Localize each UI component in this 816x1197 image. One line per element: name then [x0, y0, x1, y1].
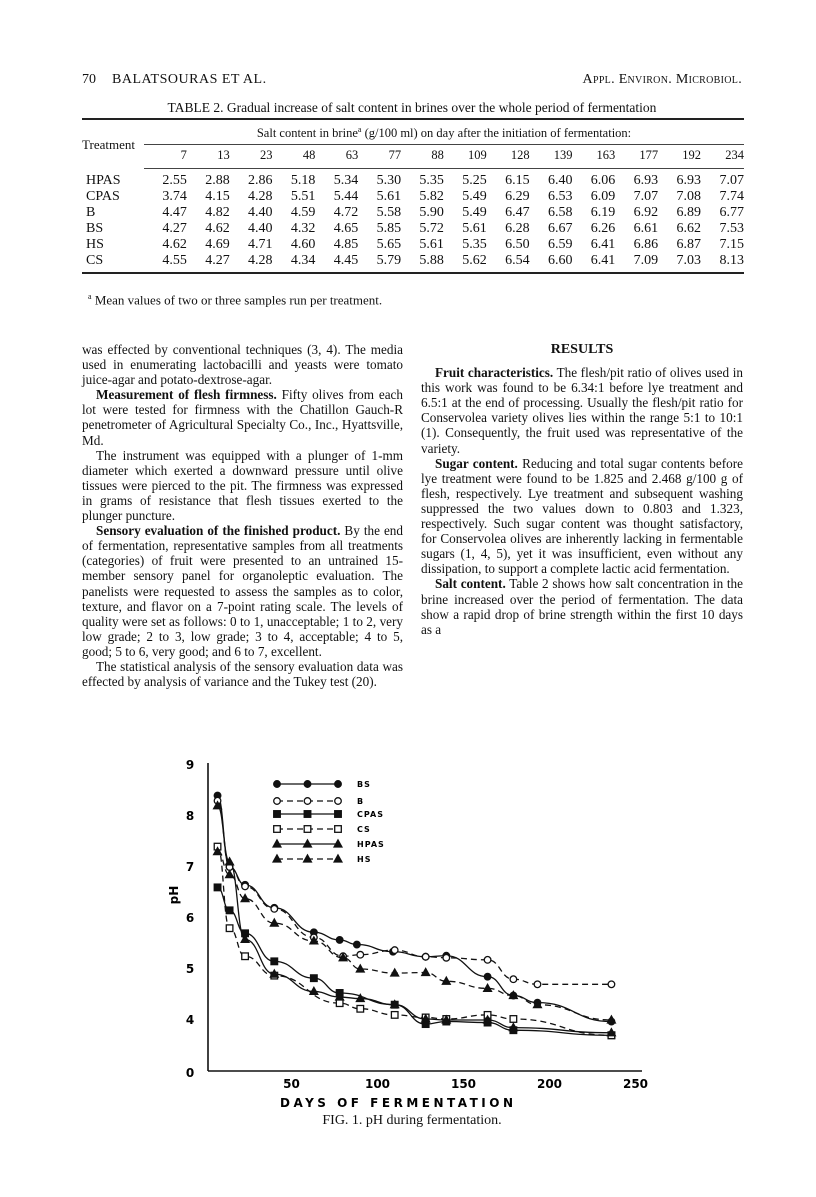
value-cell: 6.61 [633, 221, 659, 237]
value-cell: 6.60 [547, 253, 573, 269]
value-cell: 7.53 [719, 221, 744, 237]
day-header: 163 [572, 145, 615, 169]
day-header: 128 [487, 145, 530, 169]
y-tick-label: 7 [185, 860, 195, 874]
value-cell: 5.61 [419, 237, 444, 253]
figure-ph-chart [160, 755, 660, 1115]
day-header: 177 [615, 145, 658, 169]
value-cell: 3.74 [162, 189, 187, 205]
x-tick-label: 200 [536, 1077, 563, 1091]
paragraph [82, 387, 403, 447]
day-header: 23 [230, 145, 273, 169]
day-header: 234 [701, 145, 744, 169]
value-cell: 4.40 [248, 221, 273, 237]
data-point-cs [242, 953, 249, 960]
value-cell: 5.82 [419, 189, 444, 205]
section-heading-results: RESULTS [550, 342, 614, 357]
value-cell: 7.09 [633, 253, 659, 269]
day-header: 88 [401, 145, 444, 169]
table-row [82, 221, 744, 237]
legend-label-cpas: CPAS [357, 810, 384, 819]
day-header: 192 [658, 145, 701, 169]
value-cell: 4.82 [205, 205, 230, 221]
value-cell: 6.47 [505, 205, 530, 221]
data-point-cs [510, 1016, 517, 1023]
value-cell: 6.29 [505, 189, 530, 205]
day-header: 77 [358, 145, 401, 169]
legend-marker-b [335, 798, 342, 805]
value-cell: 5.72 [419, 221, 444, 237]
value-cell: 5.90 [419, 205, 444, 221]
data-point-bs [336, 937, 343, 944]
span-header-rest: (g/100 ml) on day after the initiation of fermentation: [361, 126, 632, 141]
value-cell: 6.59 [547, 237, 573, 253]
paragraph-text: was effected by conventional techniques (3, 4). The media used in enumerating lactobacilli and yeasts were tomato juice-agar and potato-dextrose-agar. [82, 342, 403, 388]
day-header: 109 [444, 145, 487, 169]
y-tick-label: 9 [185, 758, 195, 772]
value-cell: 4.65 [333, 221, 359, 237]
running-head-authors: BALATSOURAS ET AL. [112, 72, 267, 87]
value-cell: 6.87 [676, 237, 701, 253]
legend-label-hpas: HPAS [357, 840, 385, 849]
day-header: 13 [187, 145, 230, 169]
table-body [82, 169, 744, 274]
value-cell: 5.79 [376, 253, 402, 269]
value-cell: 4.32 [290, 221, 316, 237]
data-point-bs [484, 973, 491, 980]
value-cell: 7.03 [676, 253, 701, 269]
data-point-cs [391, 1012, 398, 1019]
value-cell: 7.08 [676, 189, 701, 205]
day-header: 63 [315, 145, 358, 169]
paragraph-text: Table 2 shows how salt concentration in the brine increased over the period of fermentation. The data show a rapid drop of brine strength within the first 10 days as a [421, 576, 743, 637]
y-tick-label: 6 [185, 911, 195, 925]
footnote-text: Mean values of two or three samples run per treatment. [91, 292, 383, 308]
series-line-cs [218, 847, 612, 1036]
y-tick-label: 5 [185, 962, 195, 976]
legend-marker-bs [274, 781, 281, 788]
span-header-text: Salt content in brine [256, 126, 358, 141]
y-tick-label: 4 [185, 1013, 195, 1027]
value-cell: 6.53 [547, 189, 573, 205]
data-point-cs [226, 925, 233, 932]
value-cell: 6.50 [505, 237, 530, 253]
value-cell: 4.72 [333, 205, 359, 221]
table-row [82, 237, 744, 253]
page-number: 70 [82, 72, 96, 87]
value-cell: 4.62 [205, 221, 230, 237]
value-cell: 6.58 [547, 205, 573, 221]
paragraph [82, 523, 403, 659]
value-cell: 7.07 [719, 173, 744, 189]
salt-content-table [82, 118, 744, 274]
paragraph-text: Fifty olives from each lot were tested for firmness with the Chatillon Gauch-R penetrometer of Agricultural Specialty Co., Inc., Hyattsville, Md. [82, 387, 403, 448]
value-cell: 4.60 [290, 237, 316, 253]
legend-marker-bs [304, 781, 311, 788]
treatment-cell: CPAS [86, 189, 120, 205]
table-row [82, 205, 744, 221]
value-cell: 4.28 [248, 253, 273, 269]
data-point-b [271, 906, 278, 913]
data-point-b [510, 976, 517, 983]
paragraph [421, 576, 743, 636]
value-cell: 4.15 [205, 189, 230, 205]
paragraph [82, 659, 403, 689]
value-cell: 5.62 [462, 253, 487, 269]
figure-caption: FIG. 1. pH during fermentation. [322, 1113, 502, 1128]
value-cell: 6.26 [590, 221, 616, 237]
legend-marker-cs [335, 826, 342, 833]
legend-label-cs: CS [357, 825, 371, 834]
value-cell: 6.40 [547, 173, 573, 189]
data-point-b [443, 954, 450, 961]
value-cell: 5.51 [290, 189, 316, 205]
paragraph-text: By the end of fermentation, representative samples from all treatments (categories) of fruit were presented to an untrained 15-member sensory panel for organoleptic evaluation. The panelists were requested to assess the samples as to color, texture, and flavor on a 7-point rating scale. The levels of quality were set as follows: 0 to 1, unacceptable; 1 to 2, very low grade; 2 to 3, low grade; 3 to 4, acceptable; 4 to 5, good; 5 to 6, very good; and 6 to 7, excellent. [82, 523, 403, 659]
data-point-b [608, 981, 615, 988]
day-header: 7 [144, 145, 187, 169]
value-cell: 5.65 [376, 237, 402, 253]
treatment-cell: HS [86, 237, 104, 253]
value-cell: 7.74 [719, 189, 744, 205]
value-cell: 7.15 [719, 237, 744, 253]
data-point-cs [357, 1005, 364, 1012]
legend-marker-b [304, 798, 311, 805]
value-cell: 2.88 [205, 173, 230, 189]
table-row [82, 189, 744, 205]
data-point-cpas [214, 884, 221, 891]
value-cell: 4.45 [333, 253, 359, 269]
running-head-journal: Appl. Environ. Microbiol. [582, 72, 742, 87]
value-cell: 6.41 [590, 253, 616, 269]
value-cell: 6.54 [505, 253, 530, 269]
value-cell: 5.18 [290, 173, 316, 189]
x-tick-label: 100 [364, 1077, 391, 1091]
treatment-cell: B [86, 205, 96, 221]
x-axis-label: DAYS OF FERMENTATION [280, 1096, 517, 1110]
data-point-b [534, 981, 541, 988]
legend-marker-hs [334, 855, 342, 862]
paragraph-lead: Sensory evaluation of the finished product. [96, 523, 341, 539]
value-cell: 6.09 [590, 189, 616, 205]
value-cell: 6.67 [547, 221, 573, 237]
table-row [82, 169, 744, 190]
data-point-hs [484, 984, 492, 991]
day-header: 139 [530, 145, 573, 169]
value-cell: 5.88 [419, 253, 444, 269]
legend-marker-cpas [335, 811, 342, 818]
data-point-cpas [311, 975, 318, 982]
data-point-b [391, 947, 398, 954]
x-tick-label: 250 [622, 1077, 649, 1091]
x-tick-label: 150 [450, 1077, 477, 1091]
legend-label-hs: HS [357, 855, 372, 864]
paragraph-lead: Fruit characteristics. [435, 365, 554, 381]
value-cell: 6.15 [505, 173, 530, 189]
data-point-b [422, 953, 429, 960]
value-cell: 6.86 [633, 237, 659, 253]
legend-marker-bs [335, 781, 342, 788]
legend-marker-cs [274, 826, 281, 833]
paragraph-text: The flesh/pit ratio of olives used in this work was found to be 6.34:1 before lye treatment and 6.5:1 at the end of processing. Usually the flesh/pit ratio for Conservolea variety olives lies within the range 5:1 to 10:1 (1). Consequently, the fruit used was representative of the variety. [421, 365, 743, 456]
right-column [421, 342, 743, 637]
data-point-b [357, 951, 364, 958]
value-cell: 6.28 [505, 221, 530, 237]
value-cell: 5.35 [462, 237, 487, 253]
legend-label-bs: BS [357, 780, 371, 789]
legend-marker-cpas [274, 811, 281, 818]
table-footnote [88, 292, 382, 308]
value-cell: 2.55 [162, 173, 187, 189]
x-tick-label: 50 [283, 1077, 300, 1091]
value-cell: 5.35 [419, 173, 444, 189]
value-cell: 6.77 [719, 205, 744, 221]
value-cell: 6.93 [676, 173, 701, 189]
value-cell: 2.86 [248, 173, 273, 189]
value-cell: 4.85 [333, 237, 359, 253]
value-cell: 5.30 [376, 173, 402, 189]
value-cell: 4.55 [162, 253, 187, 269]
value-cell: 6.06 [590, 173, 616, 189]
value-cell: 4.62 [162, 237, 187, 253]
data-point-bs [354, 941, 361, 948]
value-cell: 5.61 [376, 189, 402, 205]
y-tick-label: 0 [185, 1066, 195, 1080]
value-cell: 4.69 [205, 237, 230, 253]
value-cell: 5.34 [333, 173, 359, 189]
value-cell: 6.62 [676, 221, 701, 237]
value-cell: 4.40 [248, 205, 273, 221]
series-line-hs [218, 852, 612, 1020]
data-point-b [242, 883, 249, 890]
value-cell: 4.27 [205, 253, 230, 269]
value-cell: 6.41 [590, 237, 616, 253]
value-cell: 6.93 [633, 173, 659, 189]
day-header-row [82, 145, 744, 169]
paragraph [421, 456, 743, 577]
data-point-cs [336, 1000, 343, 1007]
treatment-cell: BS [86, 221, 104, 237]
value-cell: 8.13 [719, 253, 744, 269]
value-cell: 5.61 [462, 221, 487, 237]
footnote-mark: a [357, 125, 362, 134]
day-header: 48 [273, 145, 316, 169]
y-tick-label: 8 [185, 809, 195, 823]
value-cell: 5.85 [376, 221, 402, 237]
span-header [144, 119, 744, 145]
paragraph-text: The instrument was equipped with a plunger of 1-mm diameter which exerted a downward pressure until olive tissues were pierced to the pit. The firmness was expressed in grams of resistance that flesh tissues exerted to the plunger puncture. [82, 447, 403, 524]
paragraph [421, 365, 743, 456]
footnote-mark: a [88, 292, 92, 301]
y-axis-label: pH [167, 885, 181, 905]
paragraph-lead: Sugar content. [435, 455, 518, 471]
treatment-cell: CS [86, 253, 104, 269]
paragraph-text: Reducing and total sugar contents before lye treatment were found to be 1.825 and 2.468 g/100 g of flesh, respectively. Lye treatment and subsequent washing suppressed the two values down to 0.803 and 1.323, respectively. Such sugar content was thought satisfactory, for Conservolea olives are inherently lacking in fermentable sugars (1, 4, 5), yet it was insufficient, even without any dissipation, to support a complete lactic acid fermentation. [421, 455, 743, 577]
paragraph [82, 448, 403, 523]
legend-marker-cpas [304, 811, 311, 818]
value-cell: 4.47 [162, 205, 187, 221]
paragraph-text: The statistical analysis of the sensory evaluation data was effected by analysis of variance and the Tukey test (20). [82, 658, 403, 690]
legend-marker-cs [304, 826, 311, 833]
value-cell: 6.92 [633, 205, 659, 221]
table-title: TABLE 2. Gradual increase of salt content in brines over the whole period of fermentation [167, 100, 657, 115]
value-cell: 4.71 [248, 237, 273, 253]
paragraph-lead: Salt content. [435, 576, 506, 592]
value-cell: 5.44 [333, 189, 359, 205]
left-column [82, 342, 403, 689]
value-cell: 5.58 [376, 205, 402, 221]
value-cell: 4.34 [290, 253, 316, 269]
value-cell: 4.28 [248, 189, 273, 205]
paragraph-lead: Measurement of flesh firmness. [96, 387, 277, 403]
value-cell: 5.49 [462, 189, 487, 205]
legend-label-b: B [357, 797, 365, 806]
data-point-cpas [226, 907, 233, 914]
paragraph [82, 342, 403, 387]
value-cell: 7.07 [633, 189, 659, 205]
value-cell: 5.25 [462, 173, 487, 189]
value-cell: 4.27 [162, 221, 187, 237]
data-point-cpas [271, 958, 278, 965]
data-point-b [484, 957, 491, 964]
value-cell: 4.59 [290, 205, 316, 221]
chart-svg [160, 755, 660, 1115]
row-header: Treatment [82, 137, 135, 153]
legend-marker-b [274, 798, 281, 805]
table-row [82, 253, 744, 273]
value-cell: 5.49 [462, 205, 487, 221]
treatment-cell: HPAS [86, 172, 121, 188]
value-cell: 6.89 [676, 205, 701, 221]
value-cell: 6.19 [590, 205, 616, 221]
